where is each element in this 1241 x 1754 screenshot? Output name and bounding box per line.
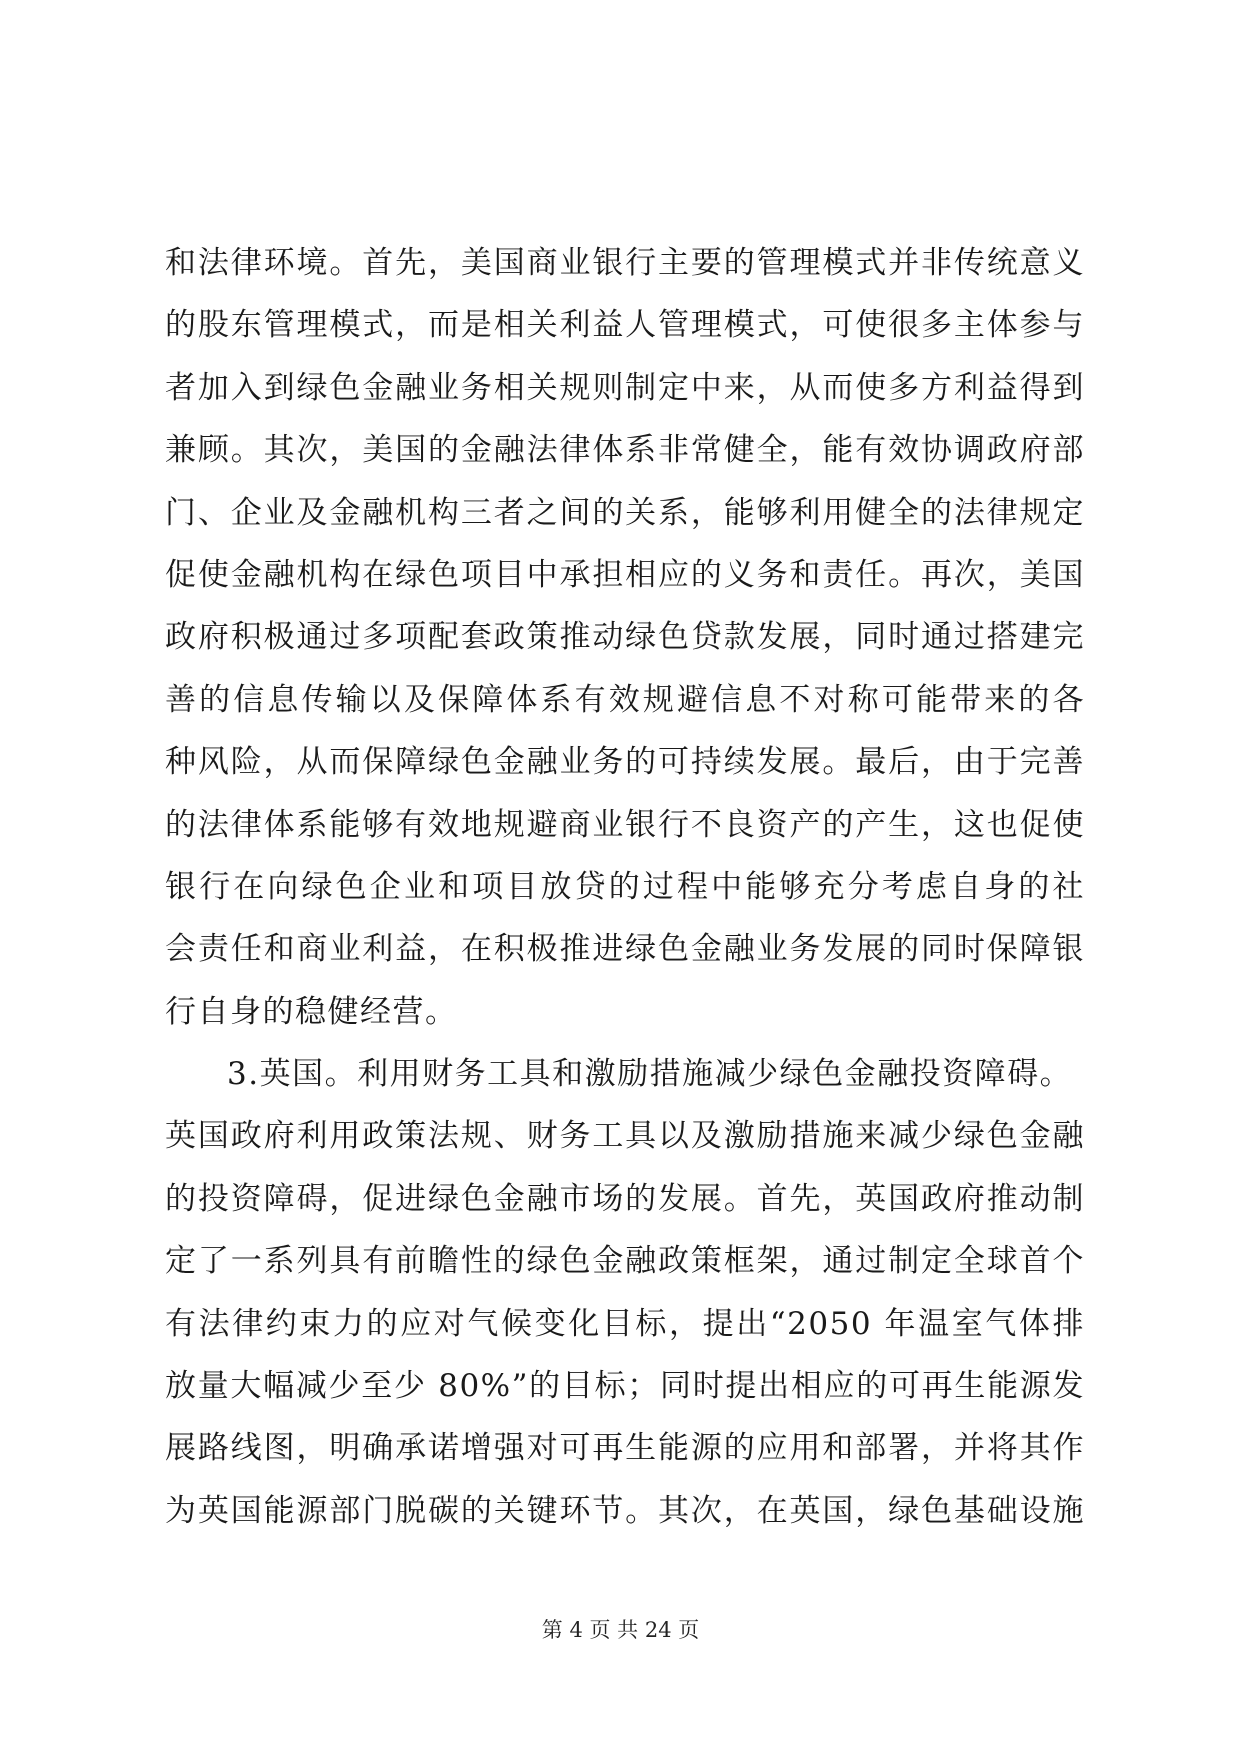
page-number-footer: 第 4 页 共 24 页	[541, 1618, 700, 1642]
text-line: 为英国能源部门脱碳的关键环节。其次，在英国，绿色基础设施	[165, 1492, 1085, 1529]
text-line: 放量大幅减少至少 80%”的目标；同时提出相应的可再生能源发	[165, 1368, 1085, 1405]
text-line: 和法律环境。首先，美国商业银行主要的管理模式并非传统意义	[165, 245, 1085, 281]
text-line: 展路线图，明确承诺增强对可再生能源的应用和部署，并将其作	[165, 1430, 1085, 1467]
text-line: 者加入到绿色金融业务相关规则制定中来，从而使多方利益得到	[165, 369, 1085, 406]
text-line: 定了一系列具有前瞻性的绿色金融政策框架，通过制定全球首个	[165, 1243, 1085, 1280]
text-line: 的法律体系能够有效地规避商业银行不良资产的产生，这也促使	[165, 806, 1085, 843]
section-heading-line: 3.英国。利用财务工具和激励措施减少绿色金融投资障碍。	[227, 1056, 1073, 1093]
text-line: 兼顾。其次，美国的金融法律体系非常健全，能有效协调政府部	[165, 432, 1085, 469]
text-line: 会责任和商业利益，在积极推进绿色金融业务发展的同时保障银	[165, 931, 1085, 968]
text-line: 善的信息传输以及保障体系有效规避信息不对称可能带来的各	[165, 681, 1085, 718]
text-line: 行自身的稳健经营。	[165, 993, 458, 1030]
text-line: 有法律约束力的应对气候变化目标，提出“2050 年温室气体排	[165, 1305, 1085, 1342]
text-line: 银行在向绿色企业和项目放贷的过程中能够充分考虑自身的社	[165, 868, 1085, 905]
text-line: 政府积极通过多项配套政策推动绿色贷款发展，同时通过搭建完	[165, 619, 1085, 656]
text-line: 的股东管理模式，而是相关利益人管理模式，可使很多主体参与	[165, 307, 1085, 344]
text-line: 英国政府利用政策法规、财务工具以及激励措施来减少绿色金融	[165, 1118, 1085, 1155]
text-line: 促使金融机构在绿色项目中承担相应的义务和责任。再次，美国	[165, 556, 1085, 593]
text-line: 种风险，从而保障绿色金融业务的可持续发展。最后，由于完善	[165, 744, 1085, 781]
body-text	[165, 232, 1085, 1542]
text-line: 的投资障碍，促进绿色金融市场的发展。首先，英国政府推动制	[165, 1180, 1085, 1217]
text-line: 门、企业及金融机构三者之间的关系，能够利用健全的法律规定	[165, 494, 1085, 531]
